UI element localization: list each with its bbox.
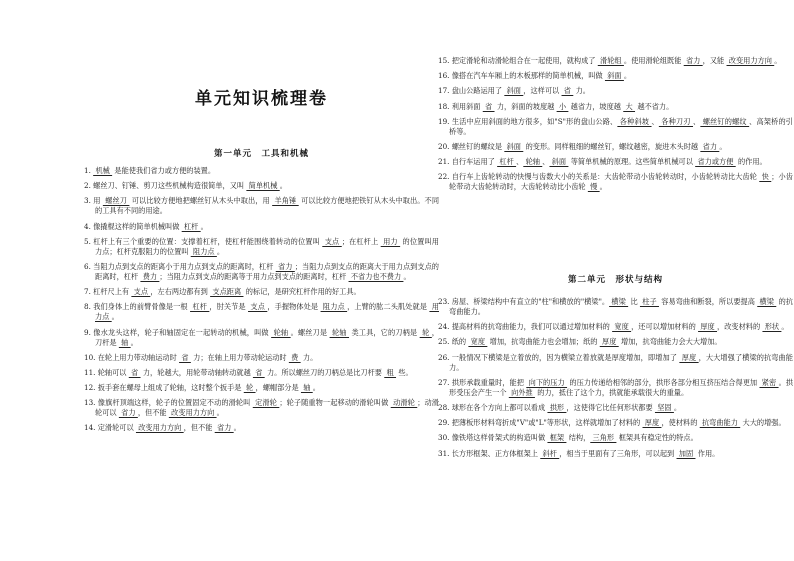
question-text: 23. 房屋、桥梁结构中有直立的"柱"和横放的"横梁"。	[438, 297, 610, 306]
question-item	[84, 302, 439, 322]
question-text: 。	[279, 181, 287, 191]
question-text: ，大大增强了横梁的抗弯曲能力。	[449, 352, 793, 372]
answer-blank: 费	[288, 352, 301, 362]
question-item	[438, 297, 793, 317]
question-text: 、	[651, 116, 659, 126]
question-text: 比	[628, 297, 640, 306]
question-text: 。	[774, 56, 782, 65]
question-text: 6. 当阻力点到支点的距离小于用力点到支点的距离时，杠杆	[84, 261, 276, 271]
answer-blank: 各种刀刃	[658, 116, 694, 126]
answer-blank: 三角形	[590, 433, 617, 443]
question-item	[84, 181, 439, 191]
question-text: ，相当于里面有了三角形，可以起到	[559, 448, 677, 458]
question-text: 。	[781, 322, 789, 332]
question-text: 的变形。同样粗细的螺丝钉，螺纹越密，旋进木头时越	[523, 141, 701, 151]
answer-blank: 机械	[93, 166, 113, 175]
question-text: 可以比较方便地把铁钉从木头中取出。不同的工具有不同的用途。	[95, 196, 440, 216]
question-text: ，左右两边都有到	[150, 287, 211, 297]
answer-blank: 螺丝钉的螺纹	[700, 116, 750, 126]
answer-blank: 滑轮组	[597, 56, 624, 65]
question-item	[84, 423, 439, 433]
question-text: 30. 像铁塔这样骨架式的构造叫做	[438, 433, 548, 443]
question-text: 。螺丝刀是	[290, 327, 330, 337]
question-text: 9. 像水龙头这样，轮子和轴固定在一起转动的机械，叫做	[84, 327, 272, 337]
unit2-heading: 第二单元 形状与结构	[567, 275, 663, 285]
question-text: 2. 螺丝刀、钉锤、剪刀这些机械构造很简单，又叫	[84, 181, 247, 191]
answer-blank: 定滑轮	[252, 398, 280, 408]
question-text: 27. 拱形承载重量时，能把	[438, 377, 527, 387]
answer-blank: 大	[623, 101, 636, 111]
answer-blank: 杠杆	[497, 157, 517, 167]
question-text: 15. 把定滑轮和动滑轮组合在一起使用，就构成了	[438, 56, 598, 65]
question-text: 4. 像撬棍这样的简单机械叫做	[84, 221, 182, 231]
question-text: 14. 定滑轮可以	[84, 423, 136, 433]
question-text: 。	[216, 408, 224, 418]
question-text: 21. 自行车运用了	[438, 157, 498, 167]
question-item	[438, 322, 793, 332]
question-item	[438, 56, 793, 66]
question-text: 。	[403, 271, 411, 281]
answer-blank: 省	[252, 367, 265, 377]
question-text: 20. 螺丝钉的螺纹是	[438, 141, 505, 151]
question-text: ，上臂的肱二头肌处就是	[347, 302, 430, 312]
question-text: 。	[216, 246, 225, 256]
question-text: 。	[673, 402, 682, 412]
question-text: 、高架桥的引桥等。	[449, 116, 793, 136]
answer-blank: 支点	[248, 302, 268, 312]
answer-blank: 省力	[214, 423, 234, 433]
question-text: 31. 长方形框架、正方体框架上	[438, 448, 541, 458]
question-text: 的力，抵住了这个力，拱就能承载很大的重量。	[534, 387, 689, 397]
question-item	[438, 378, 793, 398]
question-text: 。	[200, 221, 208, 231]
answer-blank: 省力	[118, 408, 138, 418]
question-text: 11. 轮轴可以	[84, 367, 129, 377]
question-item	[438, 102, 793, 112]
question-text: 18. 利用斜面	[438, 101, 483, 111]
answer-blank: 斜杆	[540, 448, 560, 458]
answer-blank: 宽度	[612, 322, 632, 332]
question-text: 越不省力。	[635, 101, 674, 111]
question-text: 些。	[396, 367, 413, 377]
question-text: 结构，	[566, 433, 591, 443]
question-text: 是能使我们省力或方便的装置。	[112, 166, 216, 175]
question-text: 10. 在轮上用力带动轴运动时	[84, 352, 180, 362]
answer-blank: 轮轴	[271, 327, 291, 337]
question-text: 、	[516, 157, 524, 167]
question-text: 13. 像旗杆顶端这样，轮子的位置固定不动的滑轮叫	[84, 398, 253, 408]
question-item	[84, 287, 439, 297]
question-text: 的压力传递给相邻的部分，拱形各部分相互挤压结合得更加	[567, 377, 760, 387]
question-text: ，又能	[702, 56, 727, 65]
answer-blank: 用力点	[95, 302, 439, 322]
unit2-items	[438, 297, 793, 464]
answer-blank: 改变用力方向	[726, 56, 775, 65]
question-text: 力；在轴上用力带动轮运动时	[190, 352, 289, 362]
question-text: 。	[130, 337, 138, 347]
answer-blank: 向外推	[508, 387, 535, 397]
question-text: 26. 一般情况下横梁是立着放的，因为横梁立着放就是厚度增加，即增加了	[438, 352, 680, 362]
question-item	[438, 353, 793, 373]
question-text: 的作用。	[735, 157, 767, 167]
question-text: 容易弯曲和断裂，所以要提高	[658, 297, 758, 306]
answer-blank: 不省力也不费力	[348, 271, 404, 281]
question-item	[84, 222, 439, 232]
answer-blank: 坚固	[654, 402, 674, 412]
answer-blank: 用力	[380, 236, 401, 246]
question-text: ；当阻力点到支点的距离大于用力点到支点的距离时，杠杆	[95, 261, 439, 281]
question-text: ，这使得它比任何形状都要	[566, 402, 655, 412]
question-text: 29. 把薄板形材料弯折成"V"或"L"等形状，这样就增加了材料的	[438, 418, 643, 428]
answer-blank: 阻力点	[320, 302, 348, 312]
question-text: ，但不能	[137, 408, 169, 418]
question-text: 。	[719, 141, 727, 151]
answer-blank: 斜面	[604, 71, 624, 81]
question-item	[84, 328, 439, 348]
question-text: 、	[693, 116, 701, 126]
question-text: 。	[233, 423, 241, 433]
question-text: 的抗弯曲能力。	[449, 297, 793, 316]
question-item	[438, 142, 793, 152]
question-item	[438, 71, 793, 81]
question-text: 25. 纸的	[438, 337, 469, 347]
question-text: 等简单机械的原理。这些简单机械可以	[568, 157, 696, 167]
answer-blank: 轮	[243, 383, 256, 393]
answer-blank: 轮轴	[329, 327, 350, 337]
answer-blank: 加固	[676, 448, 696, 458]
answer-blank: 省	[482, 101, 495, 111]
question-text: 。	[111, 312, 119, 322]
question-item	[84, 368, 439, 378]
answer-blank: 斜面	[504, 86, 524, 96]
question-item	[438, 449, 793, 459]
answer-blank: 厚度	[599, 337, 619, 347]
answer-blank: 柱子	[639, 297, 659, 306]
question-text: ，使材料的	[661, 418, 700, 428]
question-text: 1.	[84, 166, 94, 175]
answer-blank: 省力	[275, 261, 295, 271]
answer-blank: 螺丝刀	[102, 196, 130, 206]
question-text: ，螺帽部分是	[255, 383, 301, 393]
question-text: 24. 提高材料的抗弯曲能力，我们可以通过增加材料的	[438, 322, 613, 332]
question-text: ，手握物体处是	[267, 302, 321, 312]
answer-blank: 宽度	[468, 337, 488, 347]
question-text: 的位置叫用力点；杠杆克服阻力的位置叫	[95, 236, 439, 256]
answer-blank: 厚度	[698, 322, 718, 332]
answer-blank: 紧密	[759, 377, 779, 387]
question-item	[438, 403, 793, 413]
answer-blank: 省力	[700, 141, 720, 151]
answer-blank: 厚度	[642, 418, 662, 428]
question-text: 12. 扳手套在螺母上组成了轮轴，这时整个扳手是	[84, 383, 244, 393]
question-text: 类工具，它的刀柄是	[349, 327, 420, 337]
question-text: 。	[599, 182, 607, 192]
answer-blank: 形状	[762, 322, 782, 332]
question-item	[84, 262, 439, 282]
answer-blank: 省	[128, 367, 141, 377]
answer-blank: 省	[561, 86, 574, 96]
question-text: 17. 盘山公路运用了	[438, 86, 505, 96]
answer-blank: 省力	[683, 56, 703, 65]
answer-blank: 斜面	[549, 157, 569, 167]
question-text: 力。	[300, 352, 318, 362]
question-text: 的标记，是研究杠杆作用的好工具。	[243, 287, 361, 297]
answer-blank: 横梁	[757, 297, 777, 306]
question-item	[84, 398, 439, 418]
answer-blank: 费力	[140, 271, 160, 281]
question-text: 28. 球形在各个方向上都可以看成	[438, 402, 548, 412]
answer-blank: 支点	[131, 287, 151, 297]
answer-blank: 轴	[300, 383, 313, 393]
question-text: ，改变材料的	[717, 322, 763, 332]
question-text: 增加，抗弯曲能力会大大增加。	[618, 337, 722, 347]
answer-blank: 杠杆	[190, 302, 210, 312]
answer-blank: 动滑轮	[390, 398, 418, 408]
answer-blank: 杠杆	[181, 221, 201, 231]
answer-blank: 小	[556, 101, 569, 111]
question-item	[438, 157, 793, 167]
question-text: 增加，抗弯曲能力也会增加；纸的	[487, 337, 600, 347]
question-item	[84, 383, 439, 393]
question-text: ；动滑轮可以	[95, 398, 439, 418]
question-item	[438, 117, 793, 137]
question-text: 力，斜面的坡度越	[494, 101, 557, 111]
question-text: 3. 用	[84, 196, 103, 206]
answer-blank: 阻力点	[190, 246, 217, 256]
question-text: 越省力，坡度越	[568, 101, 624, 111]
answer-blank: 支点距离	[210, 287, 244, 297]
question-text: 力。	[573, 86, 590, 96]
question-text: 作用。	[695, 448, 720, 458]
question-item	[438, 337, 793, 347]
question-text: ，但不能	[183, 423, 215, 433]
question-text: ；当阻力点到支点的距离等于用力点到支点的距离时，杠杆	[159, 271, 349, 281]
answer-blank: 拱形	[547, 402, 567, 412]
question-text: 16. 像搭在汽车车厢上的木板那样的简单机械，叫做	[438, 71, 605, 81]
answer-blank: 改变用力方向	[168, 408, 217, 418]
unit1-continued-items	[438, 56, 793, 198]
answer-blank: 轮轴	[523, 157, 543, 167]
question-text: 。拱形受压会产生一个	[449, 377, 793, 397]
question-item	[84, 196, 439, 216]
question-text: ，肘关节是	[209, 302, 249, 312]
question-item	[84, 166, 439, 176]
question-item	[438, 418, 793, 428]
answer-blank: 厚度	[679, 352, 699, 362]
question-text: 22. 自行车上齿轮转动的快慢与齿数大小的关系是：大齿轮带动小齿轮转动时，小齿轮转动比大齿轮	[438, 172, 760, 182]
question-text: ，刀杆是	[95, 327, 439, 347]
question-text: ；小齿轮带动大齿轮转动时，大齿轮转动比小齿轮	[449, 172, 793, 192]
answer-blank: 支点	[322, 236, 342, 246]
answer-blank: 羊角锤	[272, 196, 299, 206]
question-text: 7. 杠杆尺上有	[84, 287, 132, 297]
question-text: 。	[623, 71, 632, 81]
question-text: ，这样可以	[523, 86, 562, 96]
answer-blank: 框架	[547, 433, 567, 443]
question-text: ；轮子随重物一起移动的滑轮叫做	[279, 398, 391, 408]
answer-blank: 轮	[419, 327, 432, 337]
question-text: ；在杠杆上	[341, 236, 381, 246]
page-title: 单元知识梳理卷	[195, 89, 328, 109]
answer-blank: 横梁	[609, 297, 629, 306]
answer-blank: 省力或方便	[695, 157, 736, 167]
unit1-heading: 第一单元 工具和机械	[213, 149, 309, 159]
answer-blank: 斜面	[504, 141, 524, 151]
question-text: ，还可以增加材料的	[631, 322, 699, 332]
question-text: 可以比较方便地把螺丝钉从木头中取出，用	[129, 196, 273, 206]
question-text: 。	[312, 383, 320, 393]
question-text: 19. 生活中应用斜面的地方很多，如"S"形的盘山公路、	[438, 116, 618, 126]
answer-blank: 快	[759, 172, 772, 182]
answer-blank: 省	[179, 352, 191, 362]
question-text: 大大的增强。	[740, 418, 786, 428]
question-text: 框架具有稳定性的特点。	[616, 433, 698, 443]
question-text: 力，轮越大，用轮带动轴转动就越	[140, 367, 253, 377]
answer-blank: 简单机械	[246, 181, 280, 191]
question-text: 力。所以螺丝刀的刀柄总是比刀杆要	[264, 367, 385, 377]
question-text: 5. 杠杆上有三个重要的位置：支撑着杠杆，使杠杆能围绕着转动的位置叫	[84, 236, 323, 246]
answer-blank: 各种斜坡	[617, 116, 652, 126]
question-text: 8. 我们身体上的前臂骨像是一根	[84, 302, 191, 312]
question-text: 、	[542, 157, 550, 167]
answer-blank: 粗	[384, 367, 397, 377]
question-item	[84, 353, 439, 363]
question-item	[438, 172, 793, 192]
answer-blank: 改变用力方向	[135, 423, 184, 433]
answer-blank: 抗弯曲能力	[699, 418, 741, 428]
question-item	[438, 86, 793, 96]
answer-blank: 轴	[118, 337, 131, 347]
question-text: 。使用滑轮组既能	[623, 56, 684, 65]
question-item	[84, 237, 439, 257]
answer-blank: 慢	[587, 182, 600, 192]
answer-blank: 向下的压力	[526, 377, 568, 387]
question-item	[438, 433, 793, 443]
unit1-items	[84, 166, 439, 439]
